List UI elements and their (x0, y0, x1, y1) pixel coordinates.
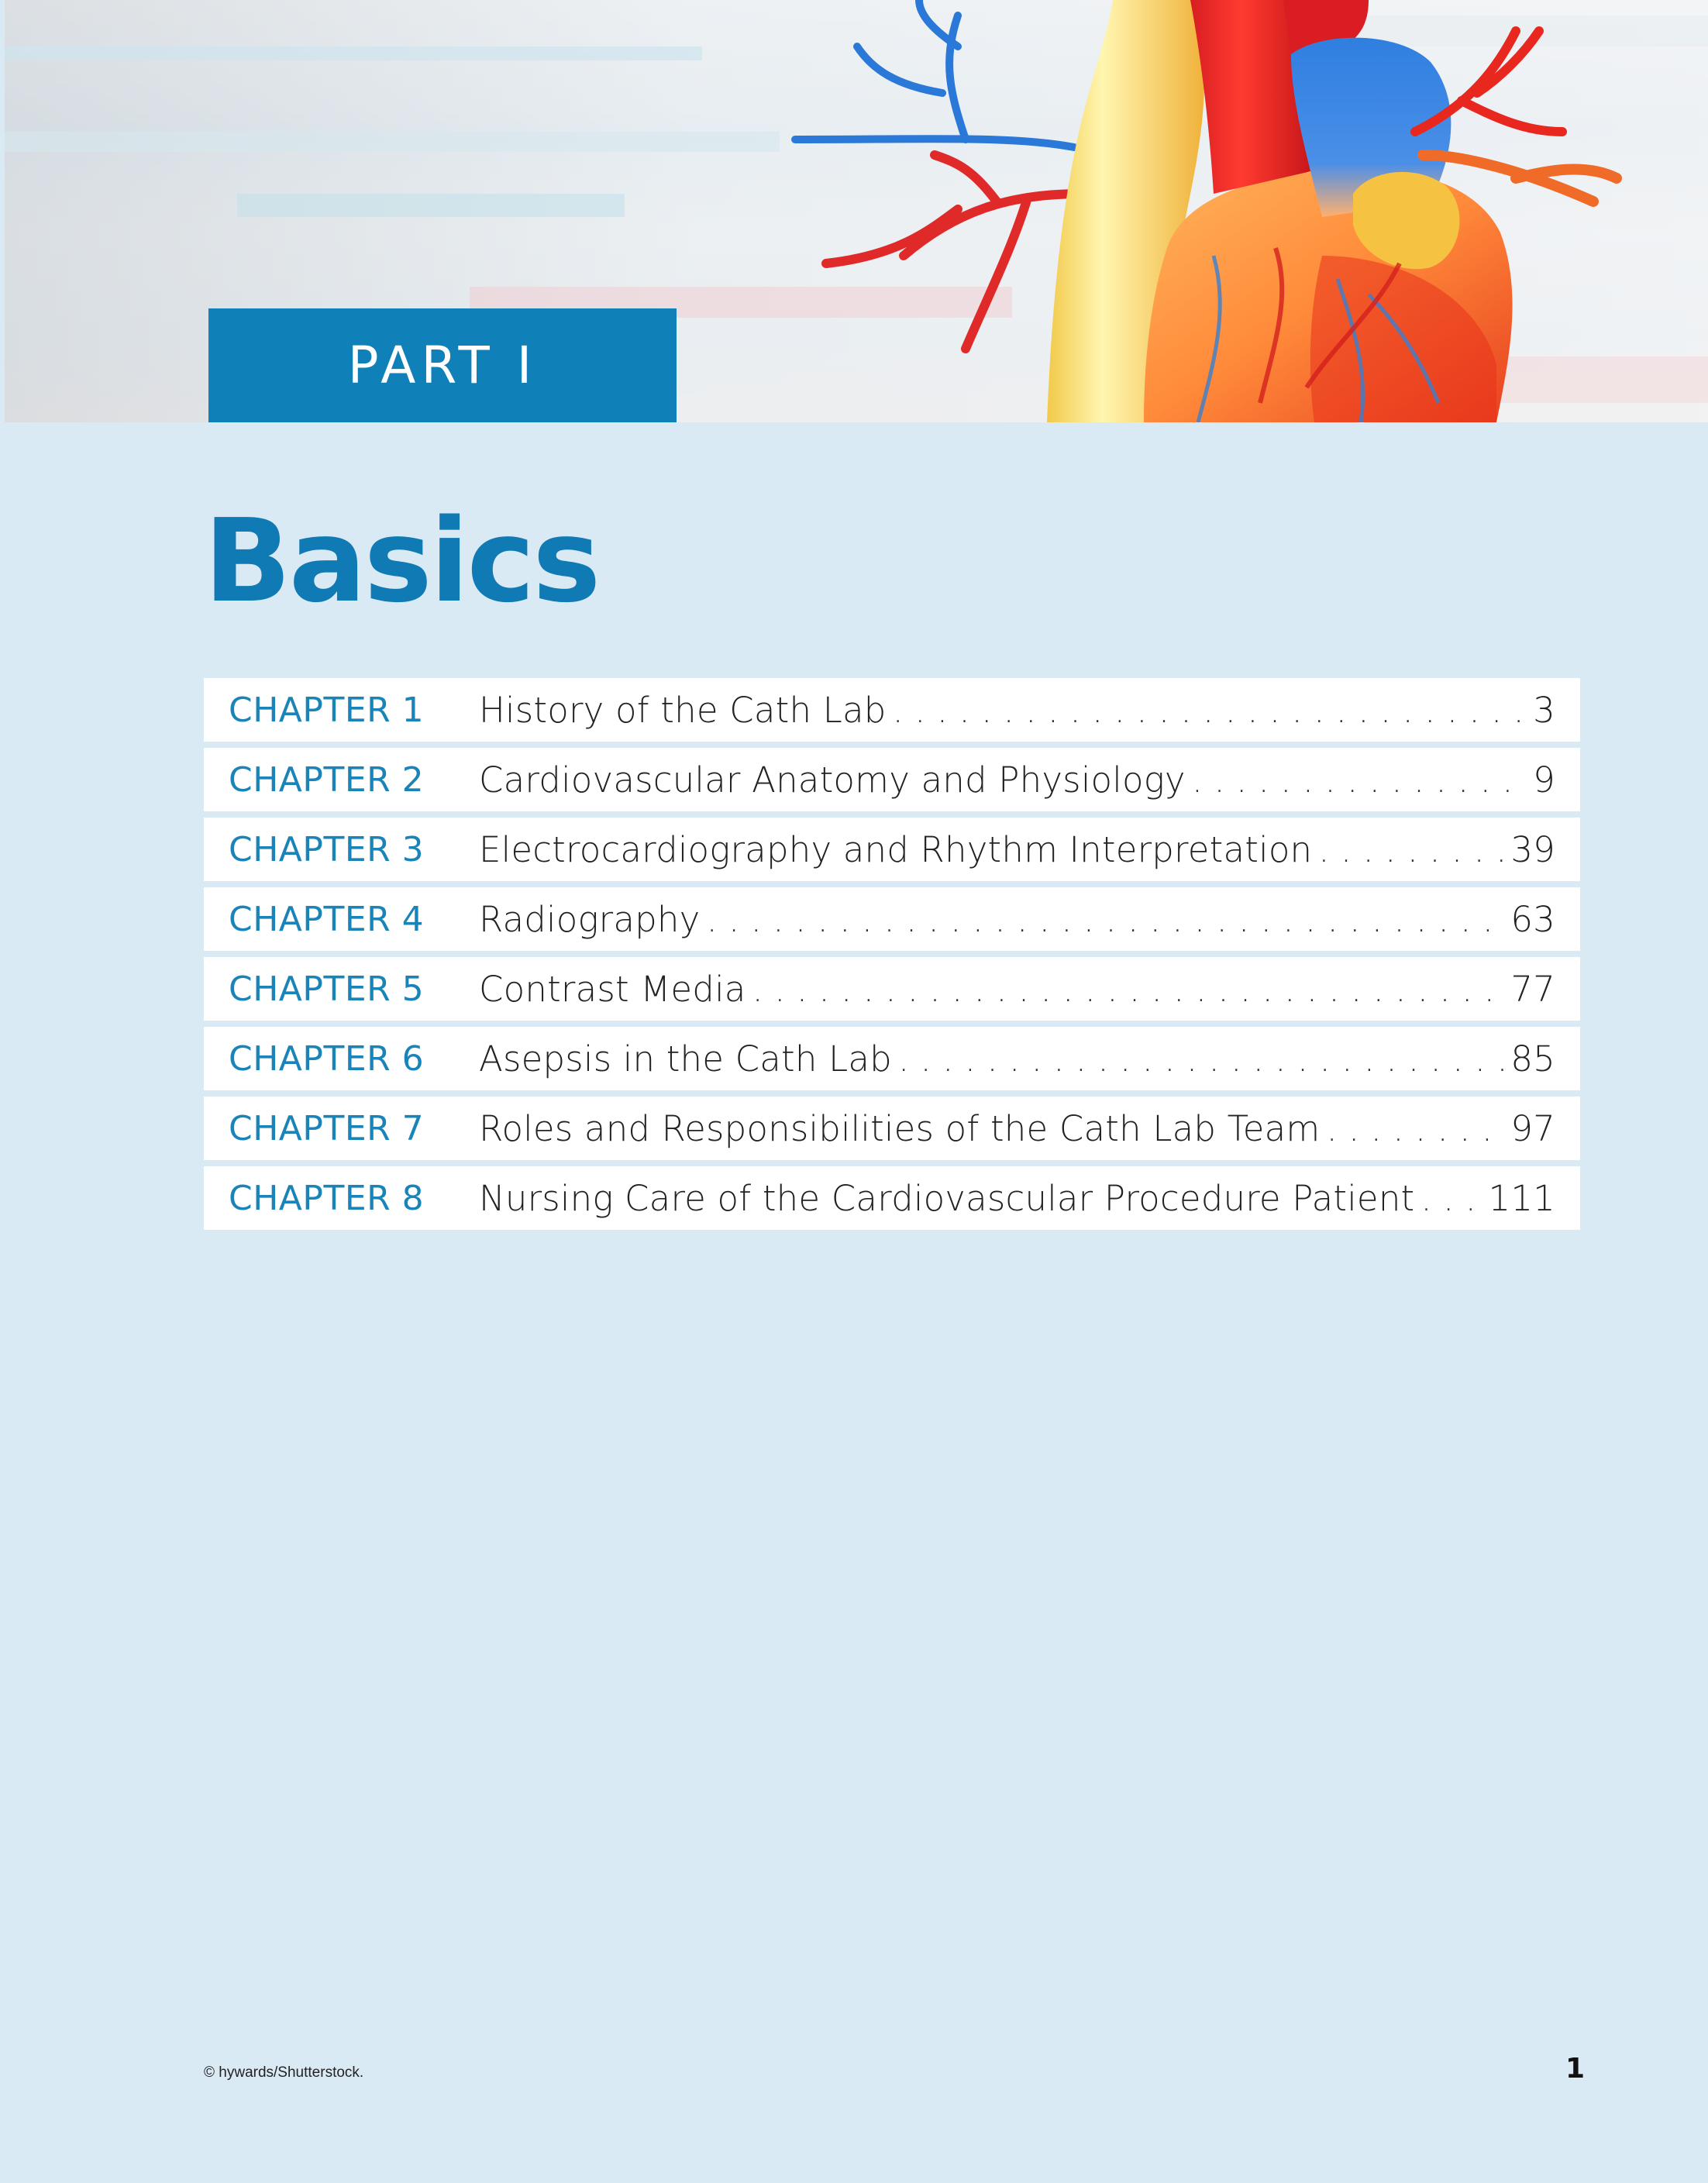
toc-entry (479, 829, 1580, 870)
toc-chapter-title: Nursing Care of the Cardiovascular Procedure Patient (479, 1177, 1415, 1219)
toc-chapter-title: Radiography (479, 898, 701, 940)
toc-row[interactable] (204, 818, 1580, 881)
toc-dot-leader (893, 690, 1527, 731)
toc-page-number: 3 (1533, 689, 1555, 731)
toc-chapter-label: CHAPTER 6 (229, 1038, 425, 1079)
toc-row[interactable] (204, 887, 1580, 951)
image-credit: © hywards/Shutterstock. (204, 2064, 364, 2081)
toc-entry (479, 1038, 1580, 1079)
toc-dot-leader (1318, 829, 1504, 870)
heart-illustration-banner (5, 0, 1708, 422)
toc-dot-leader (1192, 759, 1527, 801)
toc-chapter-label: CHAPTER 2 (229, 759, 425, 800)
toc-dot-leader (706, 899, 1504, 940)
toc-page-number: 39 (1510, 828, 1555, 870)
toc-page-number: 9 (1533, 759, 1555, 801)
toc-chapter-label: CHAPTER 5 (229, 969, 425, 1009)
toc-chapter-label: CHAPTER 1 (229, 690, 425, 730)
toc-row[interactable] (204, 1166, 1580, 1230)
toc-entry (479, 690, 1580, 731)
toc-chapter-label: CHAPTER 3 (229, 829, 425, 869)
toc-dot-leader (898, 1038, 1504, 1079)
toc-entry (479, 969, 1580, 1010)
part-label: PART I (347, 336, 538, 395)
toc-row[interactable] (204, 957, 1580, 1021)
toc-page-number: 63 (1510, 898, 1555, 940)
toc-page-number: 77 (1510, 968, 1555, 1010)
toc-chapter-label: CHAPTER 4 (229, 899, 425, 939)
toc-entry (479, 759, 1580, 801)
toc-entry (479, 899, 1580, 940)
page-number: 1 (1565, 2053, 1586, 2085)
toc-dot-leader (752, 969, 1505, 1010)
toc-page-number: 97 (1510, 1107, 1555, 1149)
toc-chapter-title: Asepsis in the Cath Lab (479, 1038, 892, 1079)
table-of-contents (204, 678, 1580, 1236)
toc-entry (479, 1178, 1580, 1219)
toc-page-number: 111 (1488, 1177, 1555, 1219)
toc-chapter-title: Electrocardiography and Rhythm Interpretation (479, 828, 1313, 870)
toc-chapter-label: CHAPTER 8 (229, 1178, 425, 1218)
toc-chapter-title: Cardiovascular Anatomy and Physiology (479, 759, 1186, 801)
toc-chapter-title: History of the Cath Lab (479, 689, 887, 731)
toc-row[interactable] (204, 1097, 1580, 1160)
toc-dot-leader (1326, 1108, 1504, 1149)
toc-row[interactable] (204, 678, 1580, 742)
toc-chapter-title: Contrast Media (479, 968, 746, 1010)
toc-dot-leader (1420, 1178, 1482, 1219)
part-label-tab (208, 308, 677, 422)
toc-row[interactable] (204, 1027, 1580, 1090)
toc-row[interactable] (204, 748, 1580, 811)
toc-page-number: 85 (1510, 1038, 1555, 1079)
toc-chapter-label: CHAPTER 7 (229, 1108, 425, 1148)
toc-entry (479, 1108, 1580, 1149)
toc-chapter-title: Roles and Responsibilities of the Cath Lab Team (479, 1107, 1321, 1149)
part-title: Basics (204, 494, 599, 628)
